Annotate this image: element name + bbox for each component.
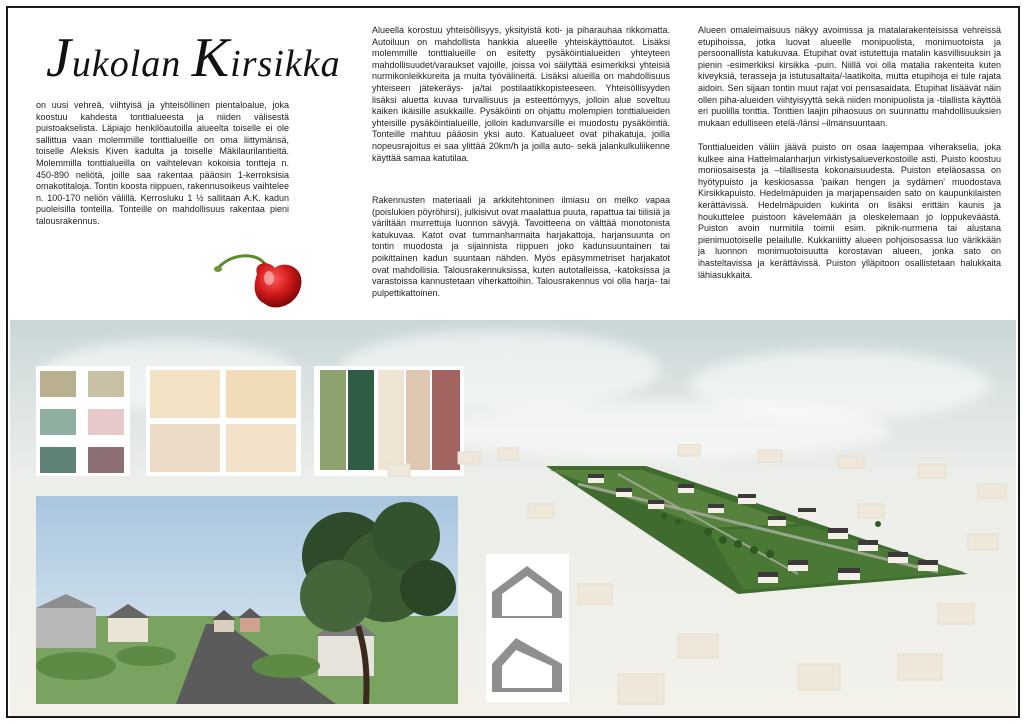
roof-profiles: [486, 554, 569, 702]
render-swatch: [150, 424, 220, 472]
park-paragraph: Tonttialueiden väliin jäävä puisto on osaa laajempaa viherakselia, joka kulkee aina Hattelmalanharjun virkistysalueverkostoille asti. Puisto koostuu moniosaisesta ja –tilallisesta kokonaisuudesta. Puiston eteläosassa on hyötypuisto ja keskiosassa 'paikan hengen ja sydämen' muodostava Kirsikkapuisto. Hedelmäpuiden ja marjapensaiden sato on kaupunkilaisten kerättävissä. Hedelmäpuiden kukinta on lisäksi erittäin kaunis ja houkuttelee puistoon kävelemään ja oleskelemaan jo loppukeväästä. Puiston avoin nurmitila toimii esim. piknik-nurmena tai alustana pienimuotoiselle pelailulle. Kukkaniitty alueen pohjoisosassa luo värikkään ja luonnon monimuotoisuutta korostavan alueen, jonka sato on ihasteltavissa ja kerättävissä. Puiston ylläpitoon osallistetaan halukkaita lähiasukkaita.: [698, 142, 1001, 280]
aerial-site-model: [378, 444, 1018, 718]
front-yard-paragraph: Alueen omaleimaisuus näkyy avoimissa ja matalarakenteisissa vehreissä etupihoissa, jotka luovat alueelle monipuolista, monimuotoista ja persoonallista katukuvaa. Etupihat ovat istutettuja matalin kasvillisuuksin ja pienin -esimerkiksi kirsikka -puin. Niillä voi olla matalia rakenteita kuten kiveyksiä, terasseja ja istutusaltaita/-laatikoita, mutta etupihoja ei tule rajata aidoin. Sen sijaan tontin muut rajat voi pensasaidata. Etupihat lisäävät näin ollen piha-alueiden viihtyisyyttä sekä niiden monipuolista ja -tilallista käyttöä eri puolilla tonttia. Tonttien laajin pihaosuus on suunnattu mahdollisuuksien mukaan edulliseen etelä-/länsi –ilmansuuntaan.: [698, 25, 1001, 128]
color-swatch: [88, 371, 124, 397]
intro-paragraph: on uusi vehreä, viihtyisä ja yhteisöllinen pientaloalue, joka koostuu kahdesta tonttialueesta ja niiden välisestä puistoakselista. Läpiajo henkilöautoilla alueelta toiselle ei ole sallittua vaan molemmille tonttialueille on oma liittymänsä, toiselle Aleksis Kiven kadulta ja toiselle Mäkilaurilantieltä. Molemmilla tonttialueilla on vaihtelevan kokoisia tontteja n. 450-890 neliötä, joille saa rakentaa pääosin 1-kerroksisia omakotitaloja. Tontin koosta riippuen, rakennusoikeus vaihtelee n. 100-170 neliön välillä. Kerrosluku 1 ½ sallitaan A.K. kadun puoleisilla tonteilla. Tonteille on mahdollisuus rakentaa pieni talousrakennus.: [36, 100, 289, 226]
render-swatch: [226, 370, 296, 418]
cherry-stem: [218, 256, 263, 268]
street-view-render: [36, 496, 458, 704]
render-swatch: [226, 424, 296, 472]
board-swatch: [320, 370, 346, 470]
color-swatch: [88, 409, 124, 435]
color-swatch: [40, 447, 76, 473]
color-swatch: [40, 409, 76, 435]
color-swatch: [88, 447, 124, 473]
color-swatch: [40, 371, 76, 397]
cherry-stem-tip: [214, 266, 222, 272]
title-initial-k: K: [191, 27, 231, 89]
cherry-highlight: [264, 271, 274, 285]
cherry-illustration: [213, 248, 308, 312]
title-initial-j: J: [46, 27, 72, 89]
title-word-2: irsikka: [230, 43, 341, 85]
roof-type-diagrams: [486, 554, 569, 702]
page-title: [46, 26, 341, 90]
facade-swatch-panel: [36, 366, 130, 476]
board-swatch: [348, 370, 374, 470]
architecture-paragraph: Rakennusten materiaali ja arkkitehtoninen ilmiasu on melko vapaa (poislukien pöyröhirsi), julkisivut ovat maalattua puuta, rapattua tai tiilisiä ja väriltään murrettuja luonnon sävyjä. Tavoitteena on välttää monotonista katukuvaa. Katot ovat tummanharmaita harjakattoja, harjansuunta on tontin muodosta ja sijainnista riippuen joko kadunsuuntainen tai poikittainen kadun suuntaan nähden. Myös epäsymmetriset harjakatot ovat mahdollisia. Talousrakennuksissa, kuten autotalleissa, -katoksissa ja varastoissa kannustetaan viherkattoihin. Talousrakennus voi olla harja- tai pulpettikattoinen.: [372, 195, 670, 298]
cherry-fruit: [255, 263, 302, 307]
render-swatch-panel: [146, 366, 301, 476]
community-paragraph: Alueella korostuu yhteisöllisyys, yksityistä koti- ja piharauhaa rikkomatta. Autoiluun on mahdollista hankkia alueelle yhteiskäyttöautot. Lisäksi molemmille tonttialueille on esitetty pysäköintialueiden yhteyteen mahdollisuudet/varaukset vajoille, joissa voi säilyttää esimerkiksi yhteisiä nurmikonleikkureita ja muita työvälineitä. Lisäksi alueilla on mahdollisuus yhteiseen jätekeräys- ja/tai postilaatikkopisteeseen. Yhteisöllisyyden lisäksi aluetta kuvaa turvallisuus ja esteettömyys, jolloin alue soveltuu kaiken ikäisille asukkaille. Pysäköinti on ohjattu molempien tonttialueiden yhteisille pysäköintialueille, jolloin kadunvarsille ei muodostu pysäköintiä. Tonteille mahtuu pääosin yksi auto. Katualueet ovat pihakatuja, joilla nopeusrajoitus ei saa ylittää 20km/h ja joilla auto- sekä jalankulkuliikenne käyttää samaa katutilaa.: [372, 25, 670, 163]
poster-frame: [6, 6, 1020, 718]
render-swatch: [150, 370, 220, 418]
title-word-1: ukolan: [71, 43, 192, 85]
